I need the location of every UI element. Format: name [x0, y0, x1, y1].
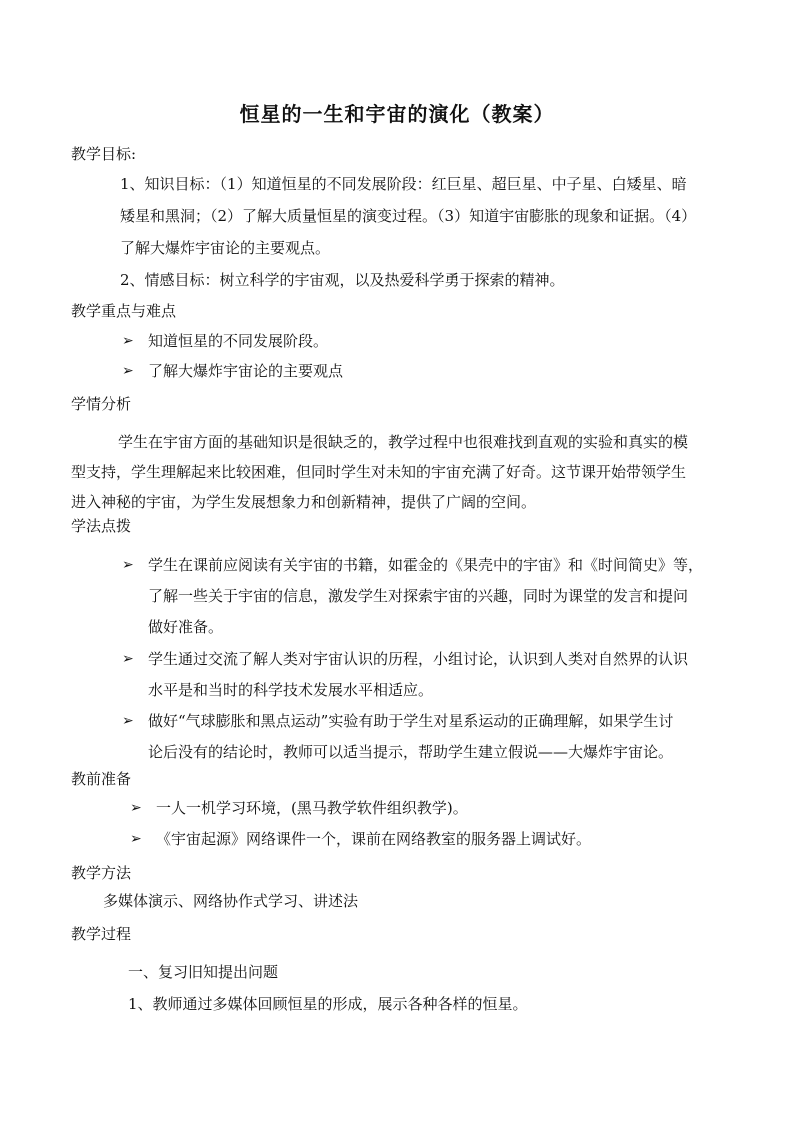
goal-emotion-line: 2、情感目标：树立科学的宇宙观，以及热爱科学勇于探索的精神。: [120, 271, 565, 289]
section-heading-process: 教学过程: [71, 925, 132, 943]
arrow-bullet-icon: ➢: [122, 651, 134, 667]
preparation-item: 一人一机学习环境，(黑马教学软件组织教学)。: [156, 799, 468, 817]
section-heading-methods-guide: 学法点拨: [71, 517, 132, 535]
arrow-bullet-icon: ➢: [130, 831, 142, 847]
section-heading-goals: 教学目标:: [71, 145, 137, 163]
guide-item-line: 了解一些关于宇宙的信息，激发学生对探索宇宙的兴趣，同时为课堂的发言和提问: [148, 587, 689, 605]
analysis-line: 学生在宇宙方面的基础知识是很缺乏的，教学过程中也很难找到直观的实验和真实的模: [118, 433, 689, 451]
analysis-line: 进入神秘的宇宙，为学生发展想象力和创新精神，提供了广阔的空间。: [71, 493, 537, 511]
section-heading-keypoints: 教学重点与难点: [71, 302, 177, 320]
section-heading-preparation: 教前准备: [71, 770, 132, 788]
guide-item-line: 学生通过交流了解人类对宇宙认识的历程，小组讨论，认识到人类对自然界的认识: [148, 650, 689, 668]
analysis-line: 型支持，学生理解起来比较困难，但同时学生对未知的宇宙充满了好奇。这节课开始带领学生: [71, 463, 687, 481]
guide-item-line: 做好准备。: [148, 618, 224, 636]
arrow-bullet-icon: ➢: [122, 333, 134, 349]
arrow-bullet-icon: ➢: [130, 800, 142, 816]
process-item: 1、教师通过多媒体回顾恒星的形成，展示各种各样的恒星。: [128, 995, 528, 1013]
keypoint-item: 知道恒星的不同发展阶段。: [148, 332, 329, 350]
guide-item-line: 学生在课前应阅读有关宇宙的书籍，如霍金的《果壳中的宇宙》和《时间简史》等，: [148, 556, 704, 574]
arrow-bullet-icon: ➢: [122, 363, 134, 379]
preparation-item: 《宇宙起源》网络课件一个，课前在网络教室的服务器上调试好。: [156, 830, 592, 848]
arrow-bullet-icon: ➢: [122, 713, 134, 729]
guide-item-line: 论后没有的结论时，教师可以适当提示，帮助学生建立假说——大爆炸宇宙论。: [148, 743, 674, 761]
teaching-methods-text: 多媒体演示、网络协作式学习、讲述法: [103, 892, 359, 910]
goal-knowledge-line: 矮星和黑洞；（2）了解大质量恒星的演变过程。（3）知道宇宙膨胀的现象和证据。（4）: [120, 207, 697, 225]
section-heading-analysis: 学情分析: [71, 395, 132, 413]
document-title: 恒星的一生和宇宙的演化（教案）: [239, 102, 555, 126]
section-heading-teaching-methods: 教学方法: [71, 864, 132, 882]
goal-knowledge-line: 1、知识目标：（1）知道恒星的不同发展阶段：红巨星、超巨星、中子星、白矮星、暗: [120, 175, 687, 193]
guide-item-line: 水平是和当时的科学技术发展水平相适应。: [148, 681, 434, 699]
goal-knowledge-line: 了解大爆炸宇宙论的主要观点。: [120, 239, 331, 257]
guide-item-line: 做好“气球膨胀和黑点运动”实验有助于学生对星系运动的正确理解，如果学生讨: [148, 712, 674, 730]
arrow-bullet-icon: ➢: [122, 557, 134, 573]
process-subheading: 一、复习旧知提出问题: [128, 963, 279, 981]
keypoint-item: 了解大爆炸宇宙论的主要观点: [148, 362, 344, 380]
goal-knowledge-paragraph: [120, 168, 730, 264]
